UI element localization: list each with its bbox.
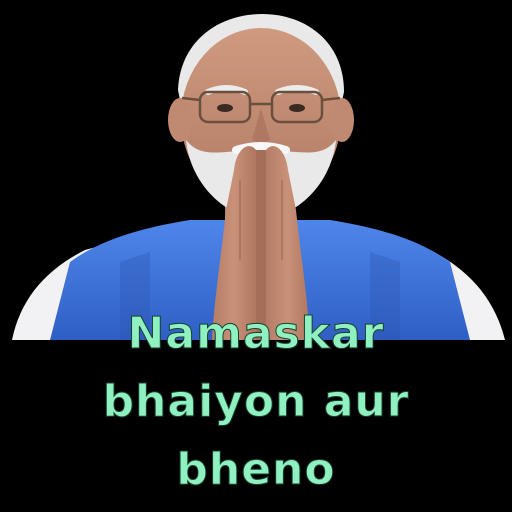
caption-text	[0, 300, 512, 504]
caption-line-1: Namaskar	[127, 308, 385, 359]
caption-line-2: bhaiyon aur	[102, 376, 410, 427]
caption-line-3: bheno	[176, 444, 336, 495]
